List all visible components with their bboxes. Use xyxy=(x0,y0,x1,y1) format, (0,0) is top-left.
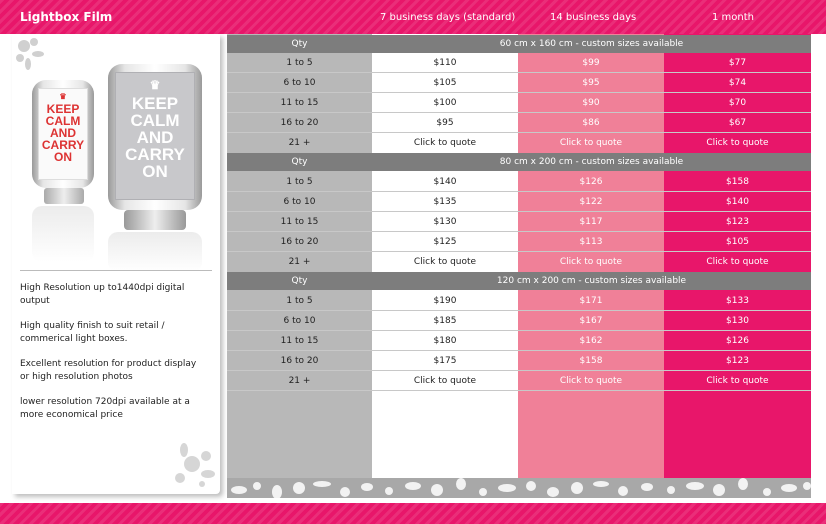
price-14-days: $95 xyxy=(582,78,600,88)
quote-link-standard[interactable]: Click to quote xyxy=(413,376,477,386)
price-1-month: $126 xyxy=(726,336,749,346)
price-14-days: $162 xyxy=(579,336,603,346)
sign-text-small: KEEP CALM AND CARRY ON xyxy=(41,102,85,164)
qty-header: Qty xyxy=(291,157,308,167)
qty-cell: 1 to 5 xyxy=(286,58,313,68)
qty-cell: 21 + xyxy=(288,376,311,386)
price-14-days: $122 xyxy=(579,197,603,207)
qty-header: Qty xyxy=(291,276,308,286)
price-14-days: $90 xyxy=(582,98,600,108)
price-1-month: $77 xyxy=(728,58,747,68)
price-standard: $140 xyxy=(433,177,457,187)
price-standard: $185 xyxy=(433,316,457,326)
qty-cell: 16 to 20 xyxy=(280,118,319,128)
price-1-month: $140 xyxy=(726,197,749,207)
table-row xyxy=(227,133,811,153)
price-standard: $190 xyxy=(433,296,457,306)
price-1-month: $123 xyxy=(726,356,749,366)
stand-small xyxy=(44,188,84,204)
price-1-month: $67 xyxy=(728,118,747,128)
table-row xyxy=(227,212,811,232)
price-1-month: $105 xyxy=(726,237,749,247)
price-14-days: $99 xyxy=(582,58,600,68)
floral-pattern-icon xyxy=(227,478,811,498)
price-standard: $130 xyxy=(433,217,457,227)
qty-cell: 1 to 5 xyxy=(286,177,313,187)
qty-cell: 11 to 15 xyxy=(280,217,319,227)
size-header-row xyxy=(227,35,811,53)
feature-item: lower resolution 720dpi available at a more economical price xyxy=(20,397,190,420)
price-14-days: $86 xyxy=(582,118,600,128)
quote-link-14-days[interactable]: Click to quote xyxy=(559,376,623,386)
qty-cell: 16 to 20 xyxy=(280,237,319,247)
price-standard: $110 xyxy=(433,58,457,68)
size-label: 60 cm x 160 cm - custom sizes available xyxy=(499,39,684,49)
size-label: 80 cm x 200 cm - custom sizes available xyxy=(499,157,684,167)
price-standard: $100 xyxy=(433,98,457,108)
table-row xyxy=(227,331,811,351)
qty-cell: 21 + xyxy=(288,138,311,148)
quote-link-standard[interactable]: Click to quote xyxy=(413,257,477,267)
price-standard: $135 xyxy=(433,197,457,207)
divider xyxy=(20,270,212,271)
price-14-days: $158 xyxy=(579,356,603,366)
table-row xyxy=(227,351,811,371)
price-1-month: $74 xyxy=(728,78,747,88)
table-row xyxy=(227,252,811,272)
price-standard: $95 xyxy=(436,118,454,128)
table-row xyxy=(227,113,811,133)
column-header-1-month: 1 month xyxy=(712,12,754,23)
quote-link-14-days[interactable]: Click to quote xyxy=(559,138,623,148)
price-standard: $125 xyxy=(433,237,457,247)
size-header-row xyxy=(227,153,811,171)
flourish-top-left-icon xyxy=(12,34,52,74)
flourish-bottom-right-icon xyxy=(162,434,218,492)
qty-cell: 21 + xyxy=(288,257,311,267)
feature-item: High quality finish to suit retail / commerical light boxes. xyxy=(20,321,165,344)
qty-cell: 11 to 15 xyxy=(280,98,319,108)
table-row xyxy=(227,172,811,192)
qty-cell: 1 to 5 xyxy=(286,296,313,306)
quote-link-1-month[interactable]: Click to quote xyxy=(706,138,769,148)
lightbox-image-large xyxy=(108,64,202,210)
price-14-days: $171 xyxy=(579,296,603,306)
feature-item: High Resolution up to1440dpi digital output xyxy=(20,283,185,306)
reflection-small xyxy=(32,206,94,262)
table-row xyxy=(227,73,811,93)
table-row xyxy=(227,291,811,311)
price-table xyxy=(227,34,811,490)
size-label: 120 cm x 200 cm - custom sizes available xyxy=(496,276,687,286)
qty-cell: 6 to 10 xyxy=(283,316,316,326)
price-1-month: $133 xyxy=(726,296,749,306)
table-row xyxy=(227,371,811,391)
table-row xyxy=(227,232,811,252)
qty-cell: 11 to 15 xyxy=(280,336,319,346)
table-row xyxy=(227,53,811,73)
column-header-standard: 7 business days (standard) xyxy=(380,12,516,23)
price-14-days: $167 xyxy=(579,316,603,326)
crown-icon: ♛ xyxy=(59,92,67,101)
table-row xyxy=(227,192,811,212)
crown-icon-large: ♛ xyxy=(149,78,161,92)
qty-cell: 16 to 20 xyxy=(280,356,319,366)
price-1-month: $123 xyxy=(726,217,749,227)
price-standard: $175 xyxy=(433,356,457,366)
price-14-days: $117 xyxy=(579,217,603,227)
reflection-large xyxy=(108,232,202,272)
header-bar xyxy=(0,0,826,34)
price-standard: $180 xyxy=(433,336,457,346)
quote-link-14-days[interactable]: Click to quote xyxy=(559,257,623,267)
feature-item: Excellent resolution for product display or high resolution photos xyxy=(20,359,197,382)
quote-link-1-month[interactable]: Click to quote xyxy=(706,376,769,386)
size-header-row xyxy=(227,272,811,290)
quote-link-1-month[interactable]: Click to quote xyxy=(706,257,769,267)
lightbox-image-small xyxy=(32,80,94,188)
price-1-month: $130 xyxy=(726,316,749,326)
price-standard: $105 xyxy=(433,78,457,88)
sign-text-large: KEEP CALM AND CARRY ON xyxy=(125,94,185,181)
price-1-month: $158 xyxy=(726,177,749,187)
price-1-month: $70 xyxy=(728,98,747,108)
feature-list xyxy=(20,282,200,434)
column-header-14-days: 14 business days xyxy=(550,12,637,23)
table-row xyxy=(227,311,811,331)
qty-cell: 6 to 10 xyxy=(283,197,316,207)
table-row xyxy=(227,93,811,113)
price-14-days: $126 xyxy=(579,177,603,187)
footer-bar xyxy=(0,503,826,524)
price-14-days: $113 xyxy=(579,237,603,247)
page-title: Lightbox Film xyxy=(20,10,113,24)
stand-large xyxy=(124,210,186,230)
quote-link-standard[interactable]: Click to quote xyxy=(413,138,477,148)
qty-cell: 6 to 10 xyxy=(283,78,316,88)
qty-header: Qty xyxy=(291,39,308,49)
floral-border xyxy=(227,478,811,498)
